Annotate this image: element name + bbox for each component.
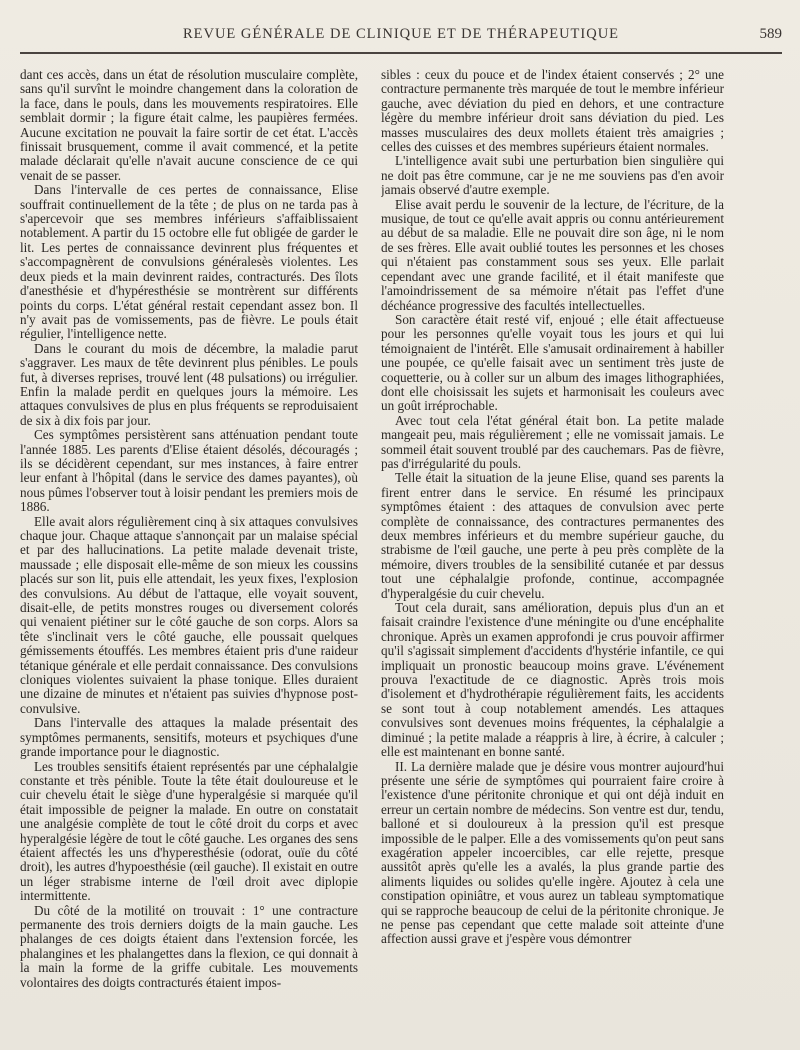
right-column bbox=[381, 68, 724, 1038]
paragraph: L'intelligence avait subi une perturbation bien singulière qui ne doit pas être commune, car je ne me souviens pas d'en avoir jamais observé d'autre exemple. bbox=[381, 153, 724, 198]
paragraph: Elise avait perdu le souvenir de la lecture, de l'écriture, de la musique, de tout ce qu'elle avait appris ou connu antérieurement au début de sa maladie. Elle ne pouvait dire son âge, ni le nom de ses frères. Elle avait oublié toutes les personnes et les choses qui n'étaient pas constamment sous ses yeux. Elle parlait cependant avec une grande facilité, et il était manifeste que l'amoindrissement de sa mémoire n'était pas l'effet d'une déchéance progressive des facultés intellectuelles. bbox=[381, 196, 724, 313]
paragraph: Du côté de la motilité on trouvait : 1° une contracture permanente des trois derniers doigts de la main gauche. Les phalanges de ces doigts étaient dans l'extension forcée, les phalangines et les phalangettes dans la flexion, ce qui donnait à la main la forme de la griffe cubitale. Les mouvements volontaires des doigts contracturés étaient impos- bbox=[20, 902, 358, 990]
running-title: REVUE GÉNÉRALE DE CLINIQUE ET DE THÉRAPEUTIQUE bbox=[182, 26, 620, 42]
paragraph: Elle avait alors régulièrement cinq à six attaques convulsives chaque jour. Chaque attaque s'annonçait par un malaise spécial et par des hallucinations. La petite malade devenait triste, maussade ; elle disposait elle-même de son mieux les coussins placés sur son lit, puis elle attendait, les yeux fixes, l'explosion des convulsions. Au début de l'attaque, elle voyait souvent, disait-elle, de petits monstres rouges ou diversement colorés qui venaient piétiner sur le côté gauche de son corps. Alors sa tête s'inclinait vers le côté gauche, elle poussait quelques gémissements étouffés. Les membres étaient pris d'une raideur tétanique générale et elle perdait connaissance. Des convulsions cloniques violentes suivaient la phase tonique. Elles duraient une dizaine de minutes et n'étaient pas suivies d'hypnose post-convulsive. bbox=[20, 513, 358, 716]
paragraph: Telle était la situation de la jeune Elise, quand ses parents la firent entrer dans le service. En résumé les principaux symptômes étaient : des attaques de convulsion avec perte complète de connaissance, des contractures permanentes des deux membres inférieurs et du membre supérieur gauche, du strabisme de l'œil gauche, une perte à peu près complète de la mémoire, divers troubles de la sensibilité cutanée et par dessus tout une céphalalgie profonde, continue, accompagnée d'hyperalgésie du cuir chevelu. bbox=[381, 470, 724, 601]
paragraph: sibles : ceux du pouce et de l'index étaient conservés ; 2° une contracture permanente très marquée de tout le membre inférieur gauche, avec déviation du pied en dehors, et une contracture légère du membre inférieur droit sans déviation du pied. Les masses musculaires des deux mollets étaient très amaigries ; celles des cuisses et des membres supérieurs étaient normales. bbox=[381, 68, 724, 155]
left-column bbox=[20, 68, 358, 1038]
paragraph: Les troubles sensitifs étaient représentés par une céphalalgie constante et très pénible. Toute la tête était douloureuse et le cuir chevelu était le siège d'une hyperalgésie si marquée qu'il était impossible de peigner la malade. En outre on constatait une analgésie complète de tout le côté droit du corps et avec hyperalgésie légère de tout le côté gauche. Les organes des sens étaient affectés les uns d'hyperesthésie (odorat, ouïe du côté droit), les autres d'hypoesthésie (œil gauche). Il existait en outre un léger strabisme interne de l'œil droit avec diplopie intermittente. bbox=[20, 758, 358, 904]
paragraph: Dans l'intervalle de ces pertes de connaissance, Elise souffrait continuellement de la tête ; de plus on ne tarda pas à s'apercevoir que ses membres inférieurs s'affaiblissaient notablement. A partir du 15 octobre elle fut obligée de garder le lit. Les pertes de connaissance devinrent plus fréquentes et s'accompagnèrent de convulsions généralesès violentes. Les deux pieds et la main devinrent raides, contracturés. Des îlots d'anesthésie et d'hypéresthésie se montrèrent sur différents points du corps. L'état général restait cependant assez bon. Il n'y avait pas de vomissements, pas de fièvre. Le pouls était régulier, l'intelligence nette. bbox=[20, 182, 358, 342]
paragraph: Ces symptômes persistèrent sans atténuation pendant toute l'année 1885. Les parents d'Elise étaient désolés, découragés ; ils se décidèrent cependant, sur mes instances, à faire entrer leur enfant à l'hôpital (dans le service des dames payantes), où nous pûmes l'observer tout à loisir pendant les premiers mois de 1886. bbox=[20, 427, 358, 515]
header-rule bbox=[20, 52, 782, 54]
page-header bbox=[20, 26, 782, 48]
paragraph: II. La dernière malade que je désire vous montrer aujourd'hui présente une série de symptômes qui pourraient faire croire à l'existence d'une péritonite chronique et qui ont déjà induit en erreur un certain nombre de médecins. Son ventre est dur, tendu, balloné et si douloureux à la pression qu'il est presque impossible de le palper. Elle a des vomissements qu'on peut sans exagération appeler incoercibles, car elle rejette, presque aussitôt après qu'elle les a avalés, la plus grande partie des aliments liquides ou solides qu'elle ingère. Ajoutez à cela une constipation opiniâtre, et vous aurez un tableau symptomatique qui se rapproche beaucoup de celui de la péritonite chronique. Je ne pense pas cependant que cette malade soit atteinte d'une affection aussi grave et j'espère vous démontrer bbox=[381, 758, 724, 947]
paragraph: Dans le courant du mois de décembre, la maladie parut s'aggraver. Les maux de tête devinrent plus pénibles. Le pouls fut, à diverses reprises, trouvé lent (48 pulsations) ou irrégulier. Enfin la malade perdit en quelques jours la mémoire. Les attaques convulsives de plus en plus fréquents se reproduisaient de six à dix fois par jour. bbox=[20, 340, 358, 428]
paragraph: Son caractère était resté vif, enjoué ; elle était affectueuse pour les personnes qu'elle voyait tous les jours et qui lui témoignaient de l'intérêt. Elle s'amusait ordinairement à habiller une poupée, ce qu'elle faisait avec un sentiment très juste de coquetterie, ou à coller sur un album des images lithographiées, dont elle choisissait les sujets et harmonisait les couleurs avec un goût irréprochable. bbox=[381, 311, 724, 414]
paragraph: dant ces accès, dans un état de résolution musculaire complète, sans qu'il survînt le moindre changement dans la coloration de la face, dans le pouls, dans les mouvements respiratoires. Elle semblait dormir ; la figure était calme, les paupières fermées. Aucune excitation ne pouvait la faire sortir de cet état. L'accès finissait brusquement, comme il avait commencé, et la petite malade déclarait qu'elle n'avait aucune conscience de ce qui venait de se passer. bbox=[20, 68, 358, 183]
paragraph: Dans l'intervalle des attaques la malade présentait des symptômes permanents, sensitifs, moteurs et psychiques d'une grande importance pour le diagnostic. bbox=[20, 715, 358, 760]
page-number: 589 bbox=[759, 26, 782, 42]
paragraph: Avec tout cela l'état général était bon. La petite malade mangeait peu, mais régulièrement ; elle ne vomissait jamais. Le sommeil était souvent troublé par des cauchemars. Pas de fièvre, pas d'irrégularité du pouls. bbox=[381, 412, 724, 471]
paragraph: Tout cela durait, sans amélioration, depuis plus d'un an et faisait craindre l'existence d'une méningite ou d'une encéphalite chronique. Après un examen approfondi je crus pouvoir affirmer qu'il s'agissait simplement d'accidents d'hystérie infantile, ce qui impliquait un pronostic beaucoup moins grave. L'événement prouva l'exactitude de ce diagnostic. Après trois mois d'isolement et d'hydrothérapie régulièrement faits, les accidents se sont tout à coup notablement amendés. Les attaques convulsives sont devenues moins fréquentes, la céphalalgie a diminué ; la petite malade a réappris à lire, à écrire, à calculer ; elle est maintenant en bonne santé. bbox=[381, 600, 724, 760]
